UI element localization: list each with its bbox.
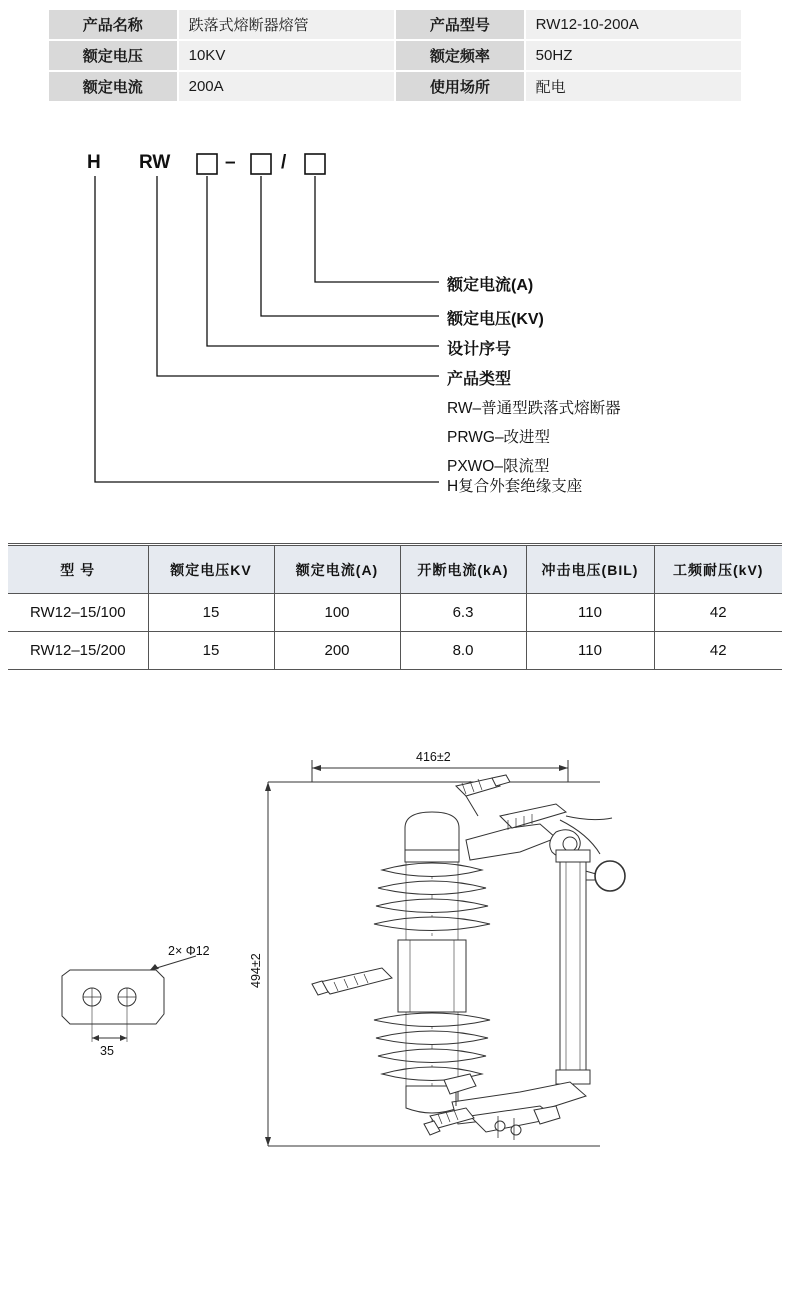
table-row <box>48 71 742 102</box>
decode-note-pxwo: PXWO–限流型 <box>447 458 550 475</box>
drawing-svg <box>0 720 790 1200</box>
param-header-impulse: 冲击电压(BIL) <box>526 546 654 594</box>
param-cell-voltage: 15 <box>148 594 274 632</box>
dimension-overall-height: 494±2 <box>249 953 263 988</box>
spec-value-rated-frequency: 50HZ <box>525 40 742 71</box>
decode-label-design-number: 设计序号 <box>447 341 512 358</box>
decode-label-insulating-base: H复合外套绝缘支座 <box>447 478 583 495</box>
decode-leader-lines <box>47 140 747 525</box>
param-cell-breaking: 8.0 <box>400 632 526 670</box>
table-row <box>8 632 782 670</box>
param-header-voltage: 额定电压KV <box>148 546 274 594</box>
spec-key-product-name: 产品名称 <box>48 9 178 40</box>
code-slash: / <box>281 152 287 173</box>
param-cell-voltage: 15 <box>148 632 274 670</box>
spec-key-rated-current: 额定电流 <box>48 71 178 102</box>
parameter-table <box>8 545 782 670</box>
dimension-overall-width: 416±2 <box>416 750 451 764</box>
dimension-hole-diameter: 2× Φ12 <box>168 944 210 958</box>
product-spec-table <box>47 8 743 103</box>
param-header-current: 额定电流(A) <box>274 546 400 594</box>
table-row <box>48 9 742 40</box>
spec-value-rated-voltage: 10KV <box>178 40 395 71</box>
spec-key-application: 使用场所 <box>395 71 525 102</box>
spec-key-rated-voltage: 额定电压 <box>48 40 178 71</box>
decode-note-rw: RW–普通型跌落式熔断器 <box>447 400 621 417</box>
param-header-breaking: 开断电流(kA) <box>400 546 526 594</box>
product-technical-drawing <box>0 720 790 1200</box>
dimension-hole-spacing: 35 <box>100 1044 114 1058</box>
table-row <box>8 594 782 632</box>
param-cell-impulse: 110 <box>526 632 654 670</box>
spec-value-rated-current: 200A <box>178 71 395 102</box>
code-letters-rw: RW <box>139 152 171 173</box>
param-cell-breaking: 6.3 <box>400 594 526 632</box>
param-cell-current: 200 <box>274 632 400 670</box>
table-header-row <box>8 546 782 594</box>
param-cell-model: RW12–15/100 <box>8 594 148 632</box>
param-table-top-rule <box>8 543 782 544</box>
param-cell-powerfreq: 42 <box>654 632 782 670</box>
spec-value-product-model: RW12-10-200A <box>525 9 742 40</box>
spec-value-application: 配电 <box>525 71 742 102</box>
code-letter-h: H <box>87 152 101 173</box>
param-cell-powerfreq: 42 <box>654 594 782 632</box>
model-code-decode-diagram <box>47 140 747 525</box>
decode-label-rated-voltage: 额定电压(KV) <box>447 311 544 328</box>
param-header-model: 型 号 <box>8 546 148 594</box>
param-cell-model: RW12–15/200 <box>8 632 148 670</box>
code-dash: – <box>225 152 236 173</box>
spec-key-rated-frequency: 额定频率 <box>395 40 525 71</box>
decode-label-product-type: 产品类型 <box>447 371 512 388</box>
param-cell-current: 100 <box>274 594 400 632</box>
param-header-powerfreq: 工频耐压(kV) <box>654 546 782 594</box>
spec-value-product-name: 跌落式熔断器熔管 <box>178 9 395 40</box>
parameter-table-wrapper <box>8 545 782 670</box>
decode-label-rated-current: 额定电流(A) <box>447 277 534 294</box>
table-row <box>48 40 742 71</box>
param-cell-impulse: 110 <box>526 594 654 632</box>
decode-note-prwg: PRWG–改进型 <box>447 429 551 446</box>
spec-key-product-model: 产品型号 <box>395 9 525 40</box>
